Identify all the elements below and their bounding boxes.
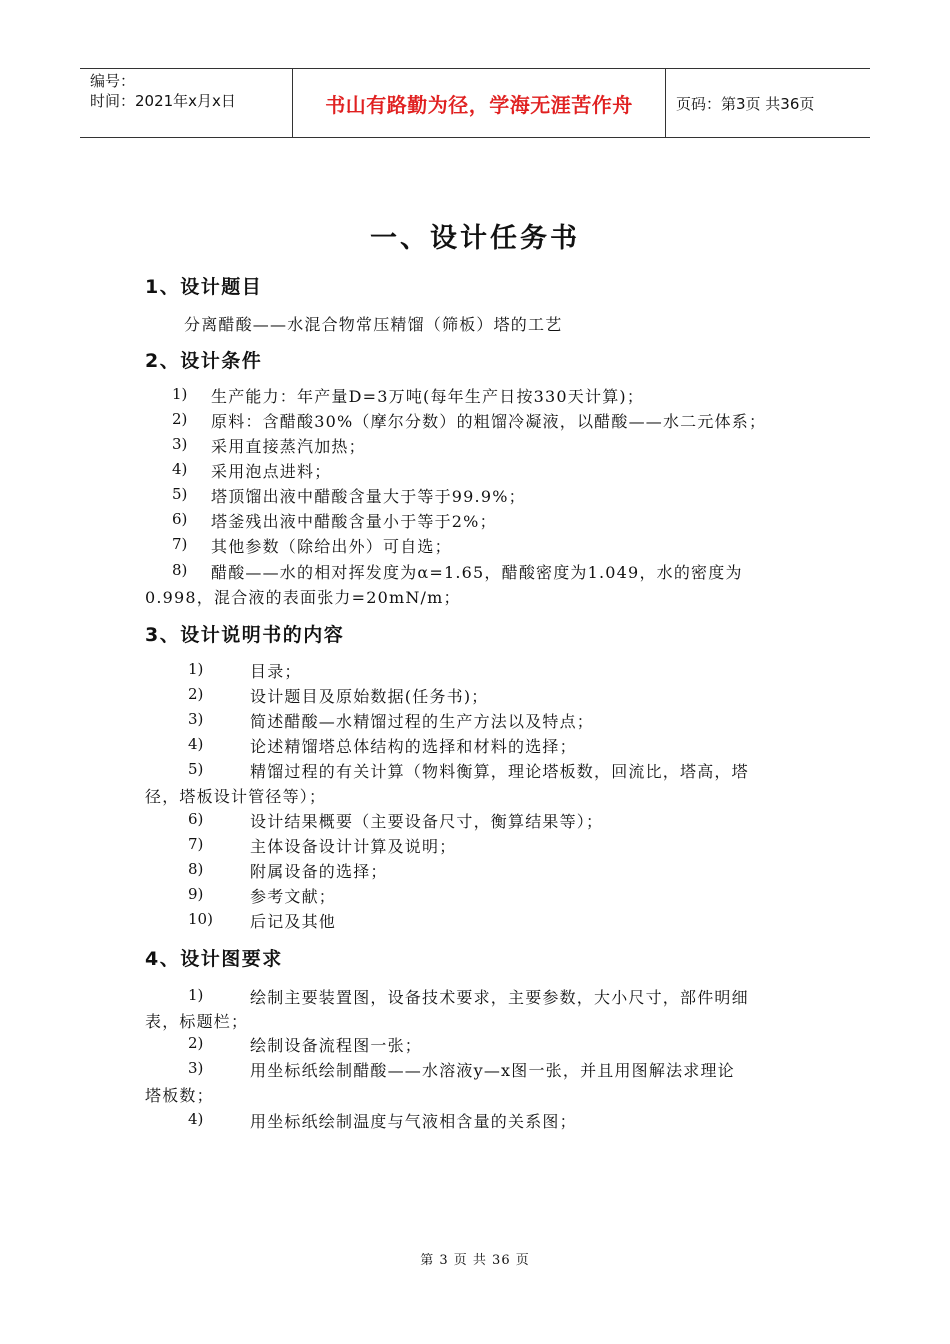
list-item: 主体设备设计计算及说明； (250, 837, 457, 856)
list-item-number: 3) (188, 710, 204, 728)
list-item: 设计结果概要（主要设备尺寸，衡算结果等）； (250, 812, 604, 831)
section-heading-manual-contents: 3、设计说明书的内容 (145, 624, 345, 646)
list-item: 采用直接蒸汽加热； (211, 437, 366, 456)
list-item: 塔顶馏出液中醋酸含量大于等于99.9%； (211, 487, 526, 506)
page-footer: 第 3 页 共 36 页 (420, 1253, 530, 1268)
list-item: 参考文献； (250, 887, 337, 906)
list-item: 目录； (250, 662, 302, 681)
list-item-number: 9) (188, 885, 204, 903)
list-item-number: 4) (188, 1110, 204, 1128)
list-item-number: 2) (172, 410, 188, 428)
list-item-number: 2) (188, 685, 204, 703)
document-number-label: 编号： (90, 72, 136, 90)
list-item: 绘制设备流程图一张； (250, 1036, 423, 1055)
list-item-number: 5) (188, 760, 204, 778)
list-item-number: 4) (188, 735, 204, 753)
list-item-number: 7) (172, 535, 188, 553)
list-item-continuation: 塔板数； (145, 1086, 214, 1105)
section-heading-design-conditions: 2、设计条件 (145, 350, 263, 372)
list-item: 设计题目及原始数据(任务书)； (250, 687, 489, 706)
list-item: 精馏过程的有关计算（物料衡算，理论塔板数，回流比，塔高，塔 (250, 762, 749, 781)
list-item: 采用泡点进料； (211, 462, 332, 481)
list-item-number: 6) (172, 510, 188, 528)
design-topic-text: 分离醋酸——水混合物常压精馏（筛板）塔的工艺 (184, 315, 563, 334)
list-item-number: 1) (172, 385, 188, 403)
list-item: 醋酸——水的相对挥发度为α=1.65，醋酸密度为1.049，水的密度为 (211, 563, 743, 582)
list-item-number: 6) (188, 810, 204, 828)
header-meta-cell (80, 69, 293, 137)
section-heading-design-topic: 1、设计题目 (145, 276, 263, 298)
list-item: 论述精馏塔总体结构的选择和材料的选择； (250, 737, 577, 756)
list-item-number: 3) (172, 435, 188, 453)
header-page-info: 页码：第3页 共36页 (676, 94, 815, 113)
list-item: 原料：含醋酸30%（摩尔分数）的粗馏冷凝液，以醋酸——水二元体系； (211, 412, 767, 431)
page-title: 一、设计任务书 (370, 223, 580, 254)
list-item: 其他参数（除给出外）可自选； (211, 537, 452, 556)
list-item-continuation: 表，标题栏； (145, 1012, 249, 1031)
list-item-number: 1) (188, 986, 204, 1004)
list-item-number: 8) (188, 860, 204, 878)
list-item: 用坐标纸绘制温度与气液相含量的关系图； (250, 1112, 577, 1131)
list-item: 附属设备的选择； (250, 862, 388, 881)
page-header (80, 68, 870, 138)
list-item-number: 2) (188, 1034, 204, 1052)
section-heading-drawing-requirements: 4、设计图要求 (145, 948, 283, 970)
list-item-number: 10) (188, 910, 213, 928)
list-item-continuation: 0.998，混合液的表面张力=20mN/m； (145, 588, 461, 607)
list-item: 用坐标纸绘制醋酸——水溶液y—x图一张，并且用图解法求理论 (250, 1061, 735, 1080)
list-item-number: 4) (172, 460, 188, 478)
list-item: 塔釜残出液中醋酸含量小于等于2%； (211, 512, 497, 531)
list-item-number: 1) (188, 660, 204, 678)
list-item: 生产能力：年产量D=3万吨(每年生产日按330天计算)； (211, 387, 645, 406)
header-motto: 书山有路勤为径，学海无涯苦作舟 (293, 69, 666, 137)
list-item-number: 3) (188, 1059, 204, 1077)
list-item-number: 5) (172, 485, 188, 503)
list-item-continuation: 径，塔板设计管径等）； (145, 787, 327, 806)
list-item: 后记及其他 (250, 912, 337, 931)
list-item: 简述醋酸—水精馏过程的生产方法以及特点； (250, 712, 595, 731)
list-item-number: 8) (172, 561, 188, 579)
list-item-number: 7) (188, 835, 204, 853)
date-line: 时间：2021年x月x日 (90, 92, 236, 110)
list-item: 绘制主要装置图，设备技术要求，主要参数，大小尺寸，部件明细 (250, 988, 749, 1007)
